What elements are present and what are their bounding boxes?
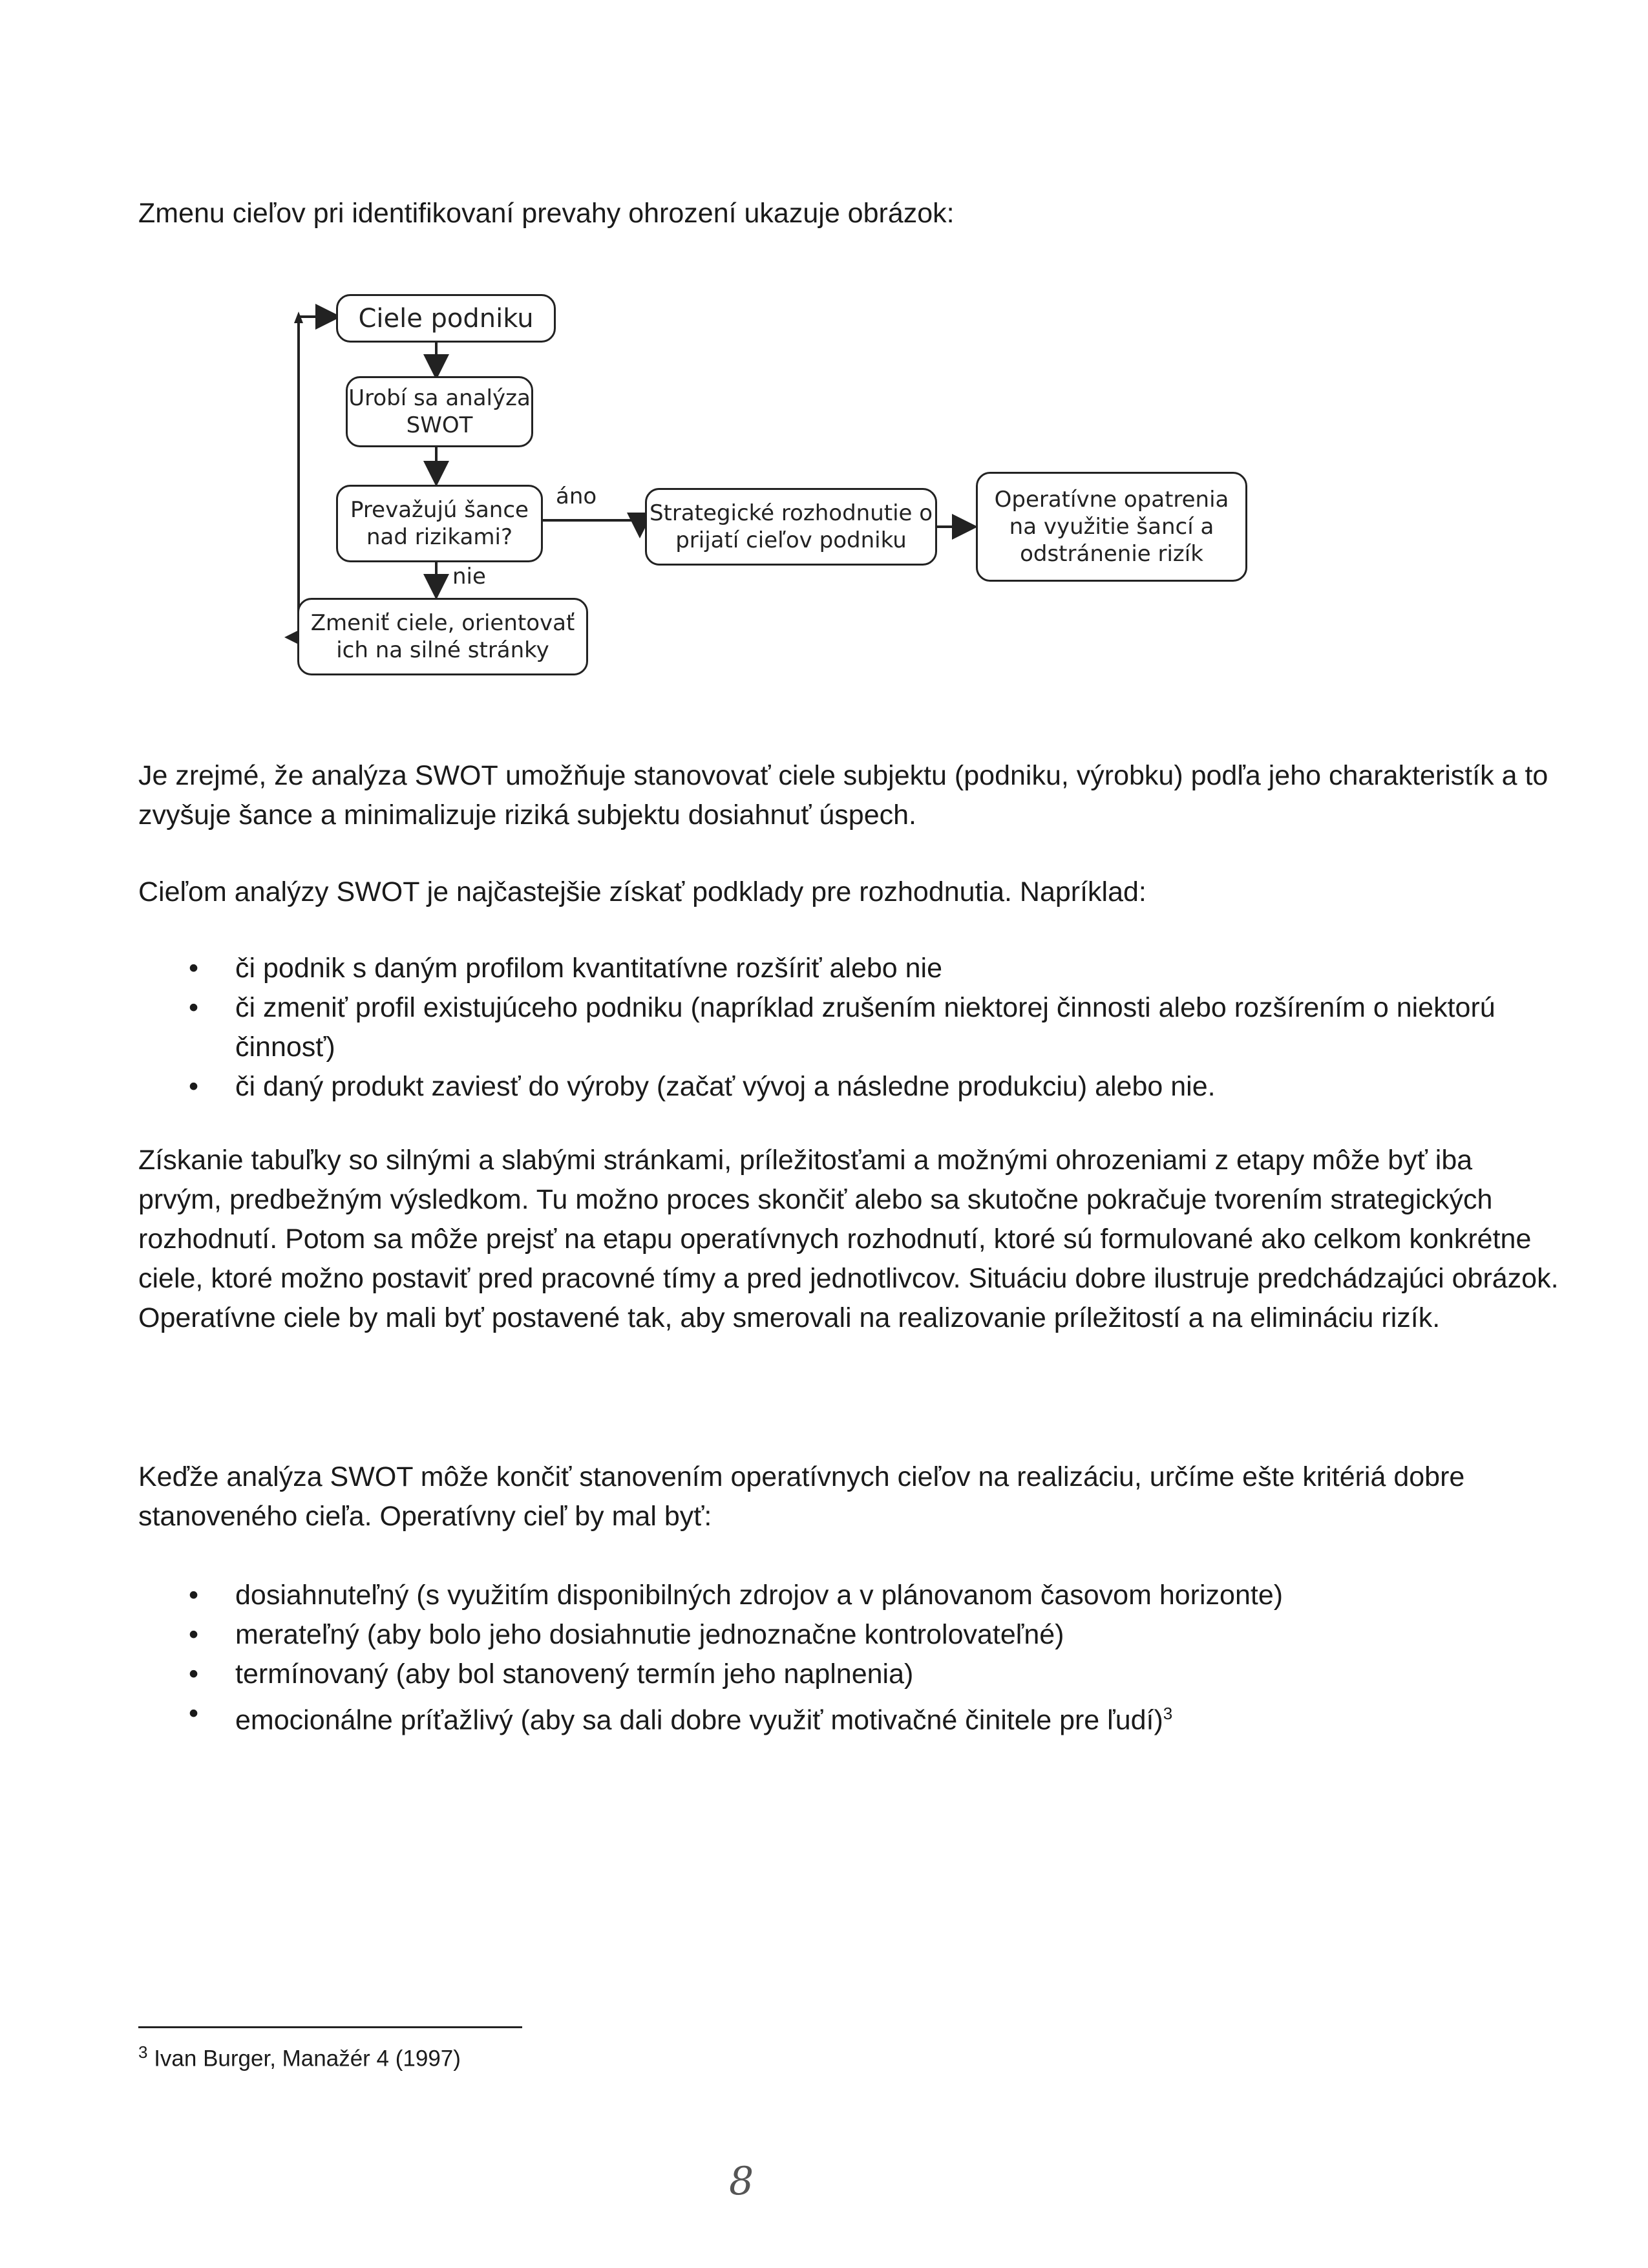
label-nie: nie (452, 564, 486, 589)
list-item (138, 1694, 1560, 1740)
paragraph-2: Cieľom analýzy SWOT je najčastejšie získať podklady pre rozhodnutia. Napríklad: (138, 876, 1146, 907)
box-analyza-swot: Urobí sa analýza SWOT (346, 376, 533, 447)
list-item: • merateľný (aby bolo jeho dosiahnutie jednoznačne kontrolovateľné) (138, 1615, 1560, 1655)
criteria-list (138, 1576, 1560, 1740)
paragraph-3: Získanie tabuľky so silnými a slabými stránkami, príležitosťami a možnými ohrozeniami z etapy môže byť iba prvým, predbežným výsledkom. Tu možno proces skončiť alebo sa skutočne pokračuje tvorením strategických rozhodnutí. Potom sa môže prejsť na etapu operatívnych rozhodnutí, ktoré sú formulované ako celkom konkrétne ciele, ktoré možno postaviť pred pracovné tímy a pred jednotlivcov. Situáciu dobre ilustruje predchádzajúci obrázok. Operatívne ciele by mali byť postavené tak, aby smerovali na realizovanie príležitostí a na elimináciu rizík. (138, 1145, 1559, 1333)
box-strategicke-rozhodnutie: Strategické rozhodnutie o prijatí cieľov podniku (645, 488, 937, 566)
intro-text: Zmenu cieľov pri identifikovaní prevahy ohrození ukazuje obrázok: (138, 198, 955, 229)
flow-diagram (239, 278, 1260, 692)
list-item: • či zmeniť profil existujúceho podniku (napríklad zrušením niektorej činnosti alebo rozšírením o niektorú činnosť) (138, 988, 1560, 1067)
paragraph-4: Keďže analýza SWOT môže končiť stanovením operatívnych cieľov na realizáciu, určíme ešte kritériá dobre stanoveného cieľa. Operatívny cieľ by mal byť: (138, 1461, 1465, 1532)
box-operativne-opatrenia: Operatívne opatrenia na využitie šancí a odstránenie rizík (976, 472, 1247, 582)
paragraph-1: Je zrejmé, že analýza SWOT umožňuje stanovovať ciele subjektu (podniku, výrobku) podľa jeho charakteristík a to zvyšuje šance a minimalizuje riziká subjektu dosiahnuť úspech. (138, 760, 1548, 831)
page-number: 8 (729, 2159, 754, 2204)
box-zmenit-ciele: Zmeniť ciele, orientovať ich na silné stránky (297, 598, 588, 675)
list-item-text: emocionálne príťažlivý (aby sa dali dobre využiť motivačné činitele pre ľudí) (235, 1704, 1163, 1736)
footnote-mark: 3 (138, 2042, 148, 2062)
list-item: • či daný produkt zaviesť do výroby (začať vývoj a následne produkciu) alebo nie. (138, 1067, 1560, 1107)
list-item: • termínovaný (aby bol stanovený termín jeho naplnenia) (138, 1655, 1560, 1694)
footnote-ref: 3 (1163, 1704, 1173, 1723)
box-ciele-podniku: Ciele podniku (336, 294, 556, 343)
footnote-divider (138, 2026, 522, 2028)
list-item: • dosiahnuteľný (s využitím disponibilných zdrojov a v plánovanom časovom horizonte) (138, 1576, 1560, 1615)
label-ano: áno (556, 483, 597, 509)
list-item: • či podnik s daným profilom kvantitatívne rozšíriť alebo nie (138, 949, 1560, 988)
box-prevazuju-sance: Prevažujú šance nad rizikami? (336, 485, 543, 562)
decision-list (138, 949, 1560, 1107)
footnote (138, 2036, 461, 2075)
footnote-text: Ivan Burger, Manažér 4 (1997) (154, 2046, 461, 2072)
